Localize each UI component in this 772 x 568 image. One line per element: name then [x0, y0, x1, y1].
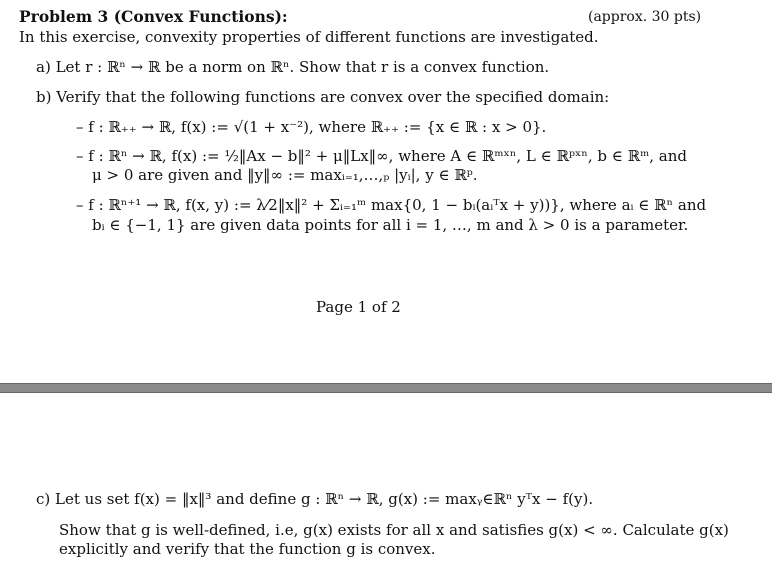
- part-b-intro: b) Verify that the following functions are convex over the specified domain:: [36, 88, 610, 106]
- part-c-line-2: Show that g is well-defined, i.e, g(x) exists for all x and satisfies g(x) < ∞. Calculate g(x): [59, 521, 729, 539]
- problem-intro: In this exercise, convexity properties of different functions are investigated.: [19, 28, 599, 46]
- part-b-item-3-line-1: – f : ℝⁿ⁺¹ → ℝ, f(x, y) := λ⁄2‖x‖² + Σᵢ₌₁ᵐ max{0, 1 − bᵢ(aᵢᵀx + y))}, where aᵢ ∈ ℝⁿ and: [76, 196, 707, 214]
- part-b-item-2-line-2: μ > 0 are given and ‖y‖∞ := maxᵢ₌₁,…,ₚ |yᵢ|, y ∈ ℝᵖ.: [92, 166, 478, 184]
- part-c-line-1: c) Let us set f(x) = ‖x‖³ and define g : ℝⁿ → ℝ, g(x) := maxᵧ∈ℝⁿ yᵀx − f(y).: [36, 490, 594, 508]
- problem-title: Problem 3 (Convex Functions):: [19, 7, 288, 26]
- page-number: Page 1 of 2: [316, 298, 401, 316]
- part-b-item-3-line-2: bᵢ ∈ {−1, 1} are given data points for all i = 1, …, m and λ > 0 is a parameter.: [92, 216, 689, 234]
- part-a: a) Let r : ℝⁿ → ℝ be a norm on ℝⁿ. Show that r is a convex function.: [36, 58, 550, 76]
- part-b-item-2-line-1: – f : ℝⁿ → ℝ, f(x) := ½‖Ax − b‖² + μ‖Lx‖∞, where A ∈ ℝᵐˣⁿ, L ∈ ℝᵖˣⁿ, b ∈ ℝᵐ, and: [76, 147, 688, 165]
- points-label: (approx. 30 pts): [588, 9, 702, 25]
- part-b-item-1: – f : ℝ₊₊ → ℝ, f(x) := √(1 + x⁻²), where ℝ₊₊ := {x ∈ ℝ : x > 0}.: [76, 118, 547, 136]
- page-separator: [0, 383, 772, 393]
- part-c-line-3: explicitly and verify that the function g is convex.: [59, 540, 436, 558]
